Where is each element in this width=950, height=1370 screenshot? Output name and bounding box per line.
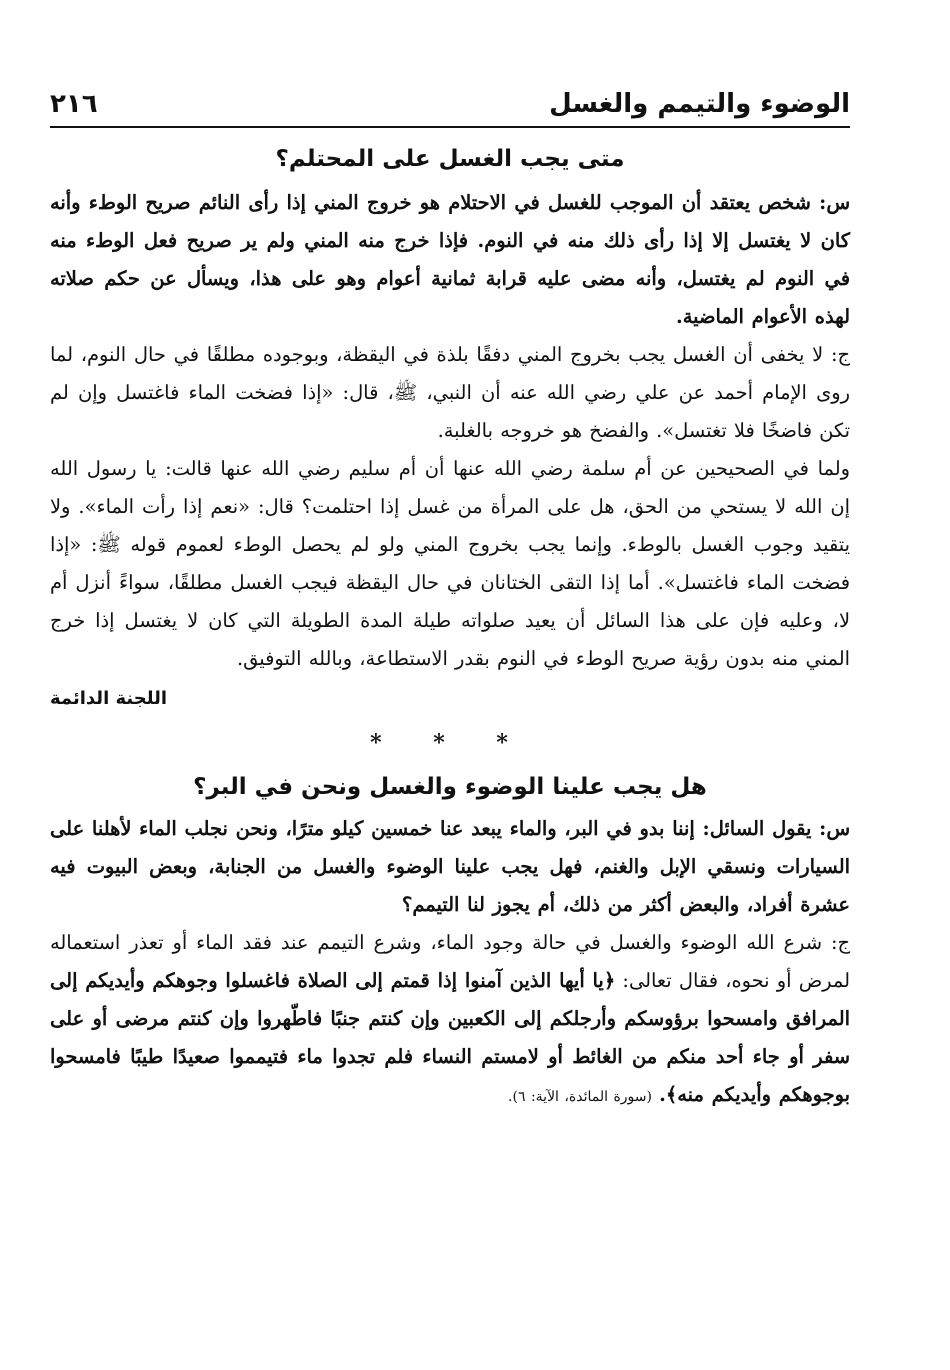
- running-title: الوضوء والتيمم والغسل: [549, 89, 850, 119]
- answer-paragraph-3: [50, 924, 850, 1116]
- section-separator: * * *: [370, 730, 530, 756]
- section-heading-1: متى يجب الغسل على المحتلم؟: [275, 146, 625, 172]
- section-heading-2: هل يجب علينا الوضوء والغسل ونحن في البر؟: [193, 774, 707, 800]
- page-number: ٢١٦: [50, 89, 98, 119]
- book-page: [50, 78, 850, 1116]
- question-paragraph-2: س: يقول السائل: إننا بدو في البر، والماء يبعد عنا خمسين كيلو مترًا، ونحن نجلب الماء لأهلنا على السيارات ونسقي الإبل والغنم، فهل يجب علينا الوضوء والغسل من الجنابة، وبعض البيوت فيه عشرة أفراد، والبعض أكثر من ذلك، أم يجوز لنا التيمم؟: [50, 817, 850, 916]
- running-head: [50, 78, 850, 128]
- quran-verse: ﴿يا أيها الذين آمنوا إذا قمتم إلى الصلاة فاغسلوا وجوهكم وأيديكم إلى المرافق وامسحوا برؤوسكم وأرجلكم إلى الكعبين وإن كنتم جنبًا فاطّهروا وإن كنتم مرضى أو على سفر أو جاء أحد منكم من الغائط أو لامستم النساء فلم تجدوا ماء فتيمموا صعيدًا طيبًا فامسحوا بوجوهكم وأيديكم منه﴾.: [50, 969, 850, 1106]
- question-paragraph-1: س: شخص يعتقد أن الموجب للغسل في الاحتلام هو خروج المني إذا رأى النائم صريح الوطء وأنه كان لا يغتسل إلا إذا رأى ذلك منه في النوم. فإذا خرج منه المني ولم ير صريح فعل الوطء منه في النوم لم يغتسل، وأنه مضى عليه قرابة ثمانية أعوام وهو على هذا، ويسأل عن حكم صلاته لهذه الأعوام الماضية.: [50, 191, 850, 328]
- signature: اللجنة الدائمة: [50, 688, 168, 709]
- answer-paragraph-1: ج: لا يخفى أن الغسل يجب بخروج المني دفقًا بلذة في اليقظة، وبوجوده مطلقًا في حال النوم، لما روى الإمام أحمد عن علي رضي الله عنه أن النبي، ﷺ، قال: «إذا فضخت الماء فاغتسل وإن لم تكن فاضخًا فلا تغتسل». والفضخ هو خروجه بالغلبة.: [50, 343, 850, 442]
- answer-paragraph-2: ولما في الصحيحين عن أم سلمة رضي الله عنها أن أم سليم رضي الله عنها قالت: يا رسول الله إن الله لا يستحي من الحق، هل على المرأة من غسل إذا احتلمت؟ قال: «نعم إذا رأت الماء». ولا يتقيد وجوب الغسل بالوطء. وإنما يجب بخروج المني ولو لم يحصل الوطء لعموم قوله ﷺ: «إذا فضخت الماء فاغتسل». أما إذا التقى الختانان في حال اليقظة فيجب الغسل مطلقًا، سواءً أنزل أم لا، وعليه فإن على هذا السائل أن يعيد صلواته طيلة المدة الطويلة التي كان لا يغتسل إذا خرج المني منه بدون رؤية صريح الوطء في النوم بقدر الاستطاعة، وبالله التوفيق.: [50, 457, 850, 670]
- answer-intro: ج: شرع الله الوضوء والغسل في حالة وجود الماء، وشرع التيمم عند فقد الماء أو تعذر استعماله لمرض أو نحوه، فقال تعالى:: [50, 931, 850, 992]
- verse-source-citation: (سورة المائدة، الآية: ٦).: [508, 1089, 652, 1105]
